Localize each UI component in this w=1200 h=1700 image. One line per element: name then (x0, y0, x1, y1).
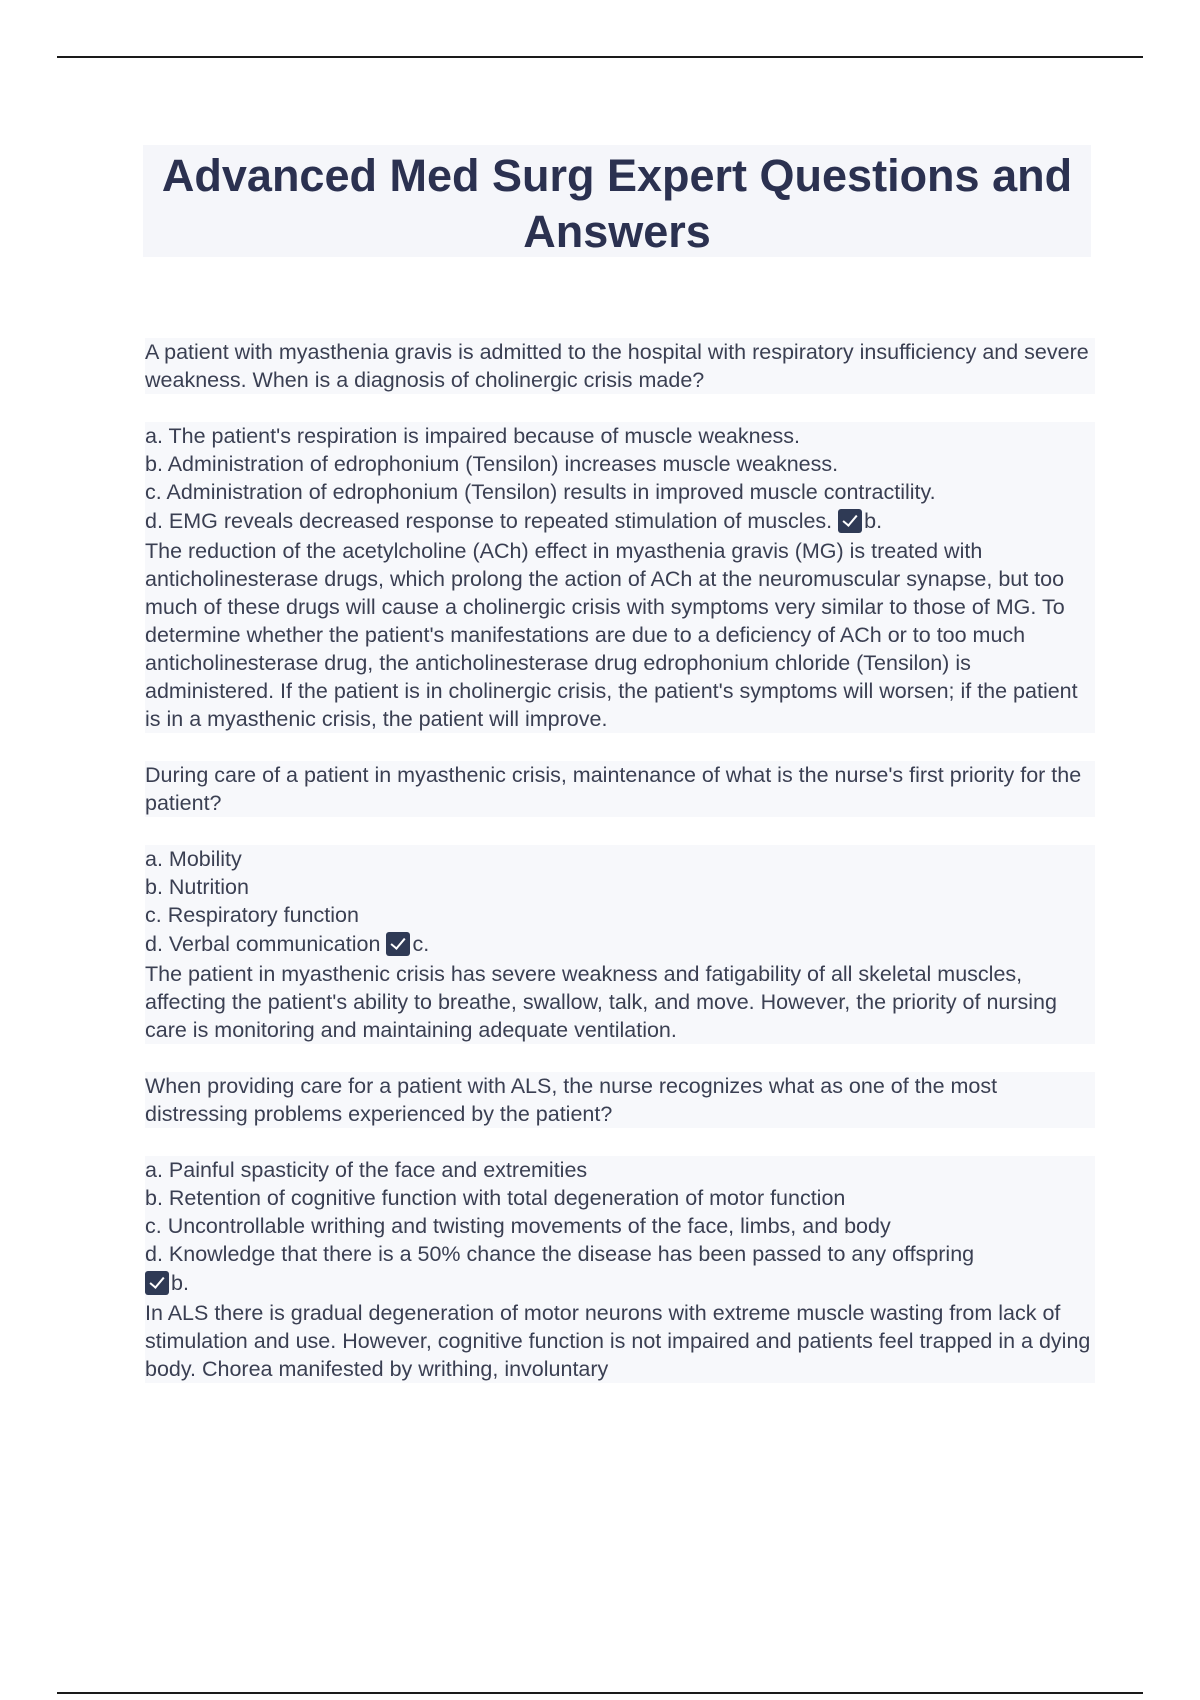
question-3-options (145, 1156, 1095, 1383)
answer-label: b. (171, 1271, 189, 1295)
checkmark-icon (838, 509, 862, 533)
question-text: When providing care for a patient with ALS, the nurse recognizes what as one of the most distressing problems experienced by the patient? (145, 1074, 998, 1126)
question-1-options (145, 422, 1095, 733)
document-body (145, 338, 1095, 1383)
page-bottom-rule (57, 1692, 1143, 1694)
title-block (143, 145, 1091, 257)
option-b: b. Administration of edrophonium (Tensilon) increases muscle weakness. (145, 452, 839, 476)
question-3 (145, 1072, 1095, 1128)
question-2 (145, 761, 1095, 817)
question-2-options (145, 845, 1095, 1044)
option-d-text: d. EMG reveals decreased response to repeated stimulation of muscles. (145, 509, 833, 533)
checkmark-icon (145, 1271, 169, 1295)
option-b: b. Nutrition (145, 875, 249, 899)
answer-line (145, 1268, 1095, 1299)
question-text: A patient with myasthenia gravis is admitted to the hospital with respiratory insufficiency and severe weakness. When is a diagnosis of cholinergic crisis made? (145, 340, 1089, 392)
option-a: a. Mobility (145, 847, 242, 871)
checkmark-icon (386, 932, 410, 956)
question-1 (145, 338, 1095, 394)
option-d (145, 929, 1095, 960)
option-d: d. Knowledge that there is a 50% chance the disease has been passed to any offspring (145, 1242, 975, 1266)
answer-explanation: The reduction of the acetylcholine (ACh) effect in myasthenia gravis (MG) is treated with anticholinesterase drugs, which prolong the action of ACh at the neuromuscular synapse, but too much of these drugs will cause a cholinergic crisis with symptoms very similar to those of MG. To determine whether the patient's manifestations are due to a deficiency of ACh or to too much anticholinesterase drug, the anticholinesterase drug edrophonium chloride (Tensilon) is administered. If the patient is in cholinergic crisis, the patient's symptoms will worsen; if the patient is in a myasthenic crisis, the patient will improve. (145, 539, 1078, 731)
question-text: During care of a patient in myasthenic crisis, maintenance of what is the nurse's first priority for the patient? (145, 763, 1082, 815)
answer-label: c. (412, 932, 430, 956)
option-a: a. Painful spasticity of the face and extremities (145, 1158, 588, 1182)
answer-explanation: The patient in myasthenic crisis has severe weakness and fatigability of all skeletal muscles, affecting the patient's ability to breathe, swallow, talk, and move. However, the priority of nursing care is monitoring and maintaining adequate ventilation. (145, 962, 1057, 1042)
option-d-text: d. Verbal communication (145, 932, 381, 956)
option-c: c. Uncontrollable writhing and twisting movements of the face, limbs, and body (145, 1214, 891, 1238)
option-c: c. Respiratory function (145, 903, 359, 927)
option-b: b. Retention of cognitive function with total degeneration of motor function (145, 1186, 846, 1210)
page-top-rule (57, 56, 1143, 58)
answer-label: b. (864, 509, 883, 533)
option-a: a. The patient's respiration is impaired because of muscle weakness. (145, 424, 801, 448)
answer-explanation: In ALS there is gradual degeneration of motor neurons with extreme muscle wasting from lack of stimulation and use. However, cognitive function is not impaired and patients feel trapped in a dying body. Chorea manifested by writhing, involuntary (145, 1301, 1091, 1381)
option-c: c. Administration of edrophonium (Tensilon) results in improved muscle contractility. (145, 480, 936, 504)
option-d (145, 506, 1095, 537)
document-title: Advanced Med Surg Expert Questions and Answers (161, 150, 1073, 257)
